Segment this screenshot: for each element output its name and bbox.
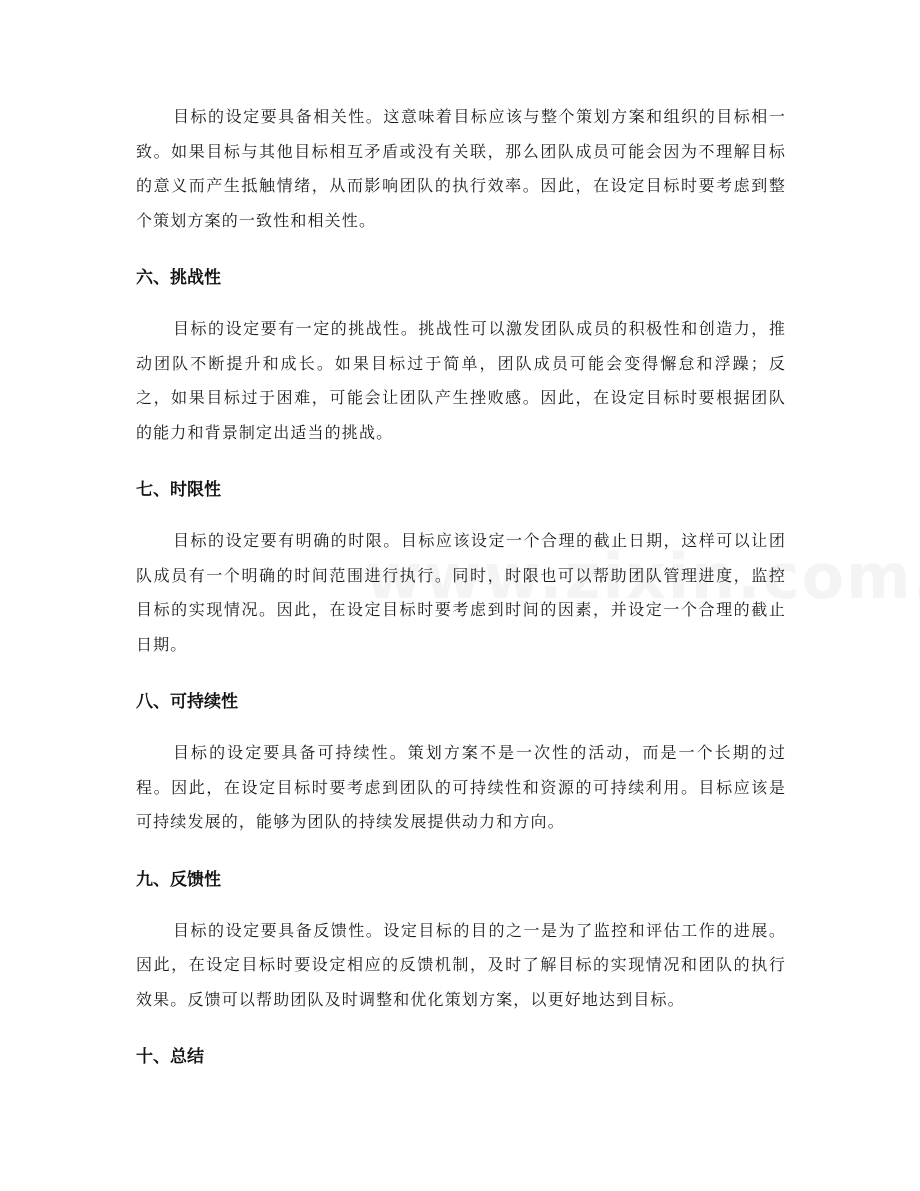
- section-paragraph-time-limit: 目标的设定要有明确的时限。目标应该设定一个合理的截止日期，这样可以让团队成员有一个明确的时间范围进行执行。同时，时限也可以帮助团队管理进度，监控目标的实现情况。因此，在设定目标时要考虑到时间的因素，并设定一个合理的截止日期。: [136, 531, 786, 654]
- section-heading-feedback: 九、反馈性: [136, 869, 221, 890]
- section-heading-challenge: 六、挑战性: [136, 268, 221, 288]
- intro-paragraph: 目标的设定要具备相关性。这意味着目标应该与整个策划方案和组织的目标相一致。如果目标与其他目标相互矛盾或没有关联，那么团队成员可能会因为不理解目标的意义而产生抵触情绪，从而影响团队的执行效率。因此，在设定目标时要考虑到整个策划方案的一致性和相关性。: [136, 107, 786, 230]
- section-heading-sustainability: 八、可持续性: [136, 692, 238, 712]
- section-paragraph-feedback: 目标的设定要具备反馈性。设定目标的目的之一是为了监控和评估工作的进展。因此，在设定目标时要设定相应的反馈机制，及时了解目标的实现情况和团队的执行效果。反馈可以帮助团队及时调整和优化策划方案，以更好地达到目标。: [136, 920, 786, 1009]
- document-body: [136, 100, 786, 1069]
- section-paragraph-challenge: 目标的设定要有一定的挑战性。挑战性可以激发团队成员的积极性和创造力，推动团队不断提升和成长。如果目标过于简单，团队成员可能会变得懈怠和浮躁；反之，如果目标过于困难，可能会让团队产生挫败感。因此，在设定目标时要根据团队的能力和背景制定出适当的挑战。: [136, 319, 786, 442]
- section-heading-summary: 十、总结: [136, 1047, 204, 1067]
- section-heading-time-limit: 七、时限性: [136, 480, 221, 500]
- section-paragraph-sustainability: 目标的设定要具备可持续性。策划方案不是一次性的活动，而是一个长期的过程。因此，在设定目标时要考虑到团队的可持续性和资源的可持续利用。目标应该是可持续发展的，能够为团队的持续发展提供动力和方向。: [136, 743, 786, 831]
